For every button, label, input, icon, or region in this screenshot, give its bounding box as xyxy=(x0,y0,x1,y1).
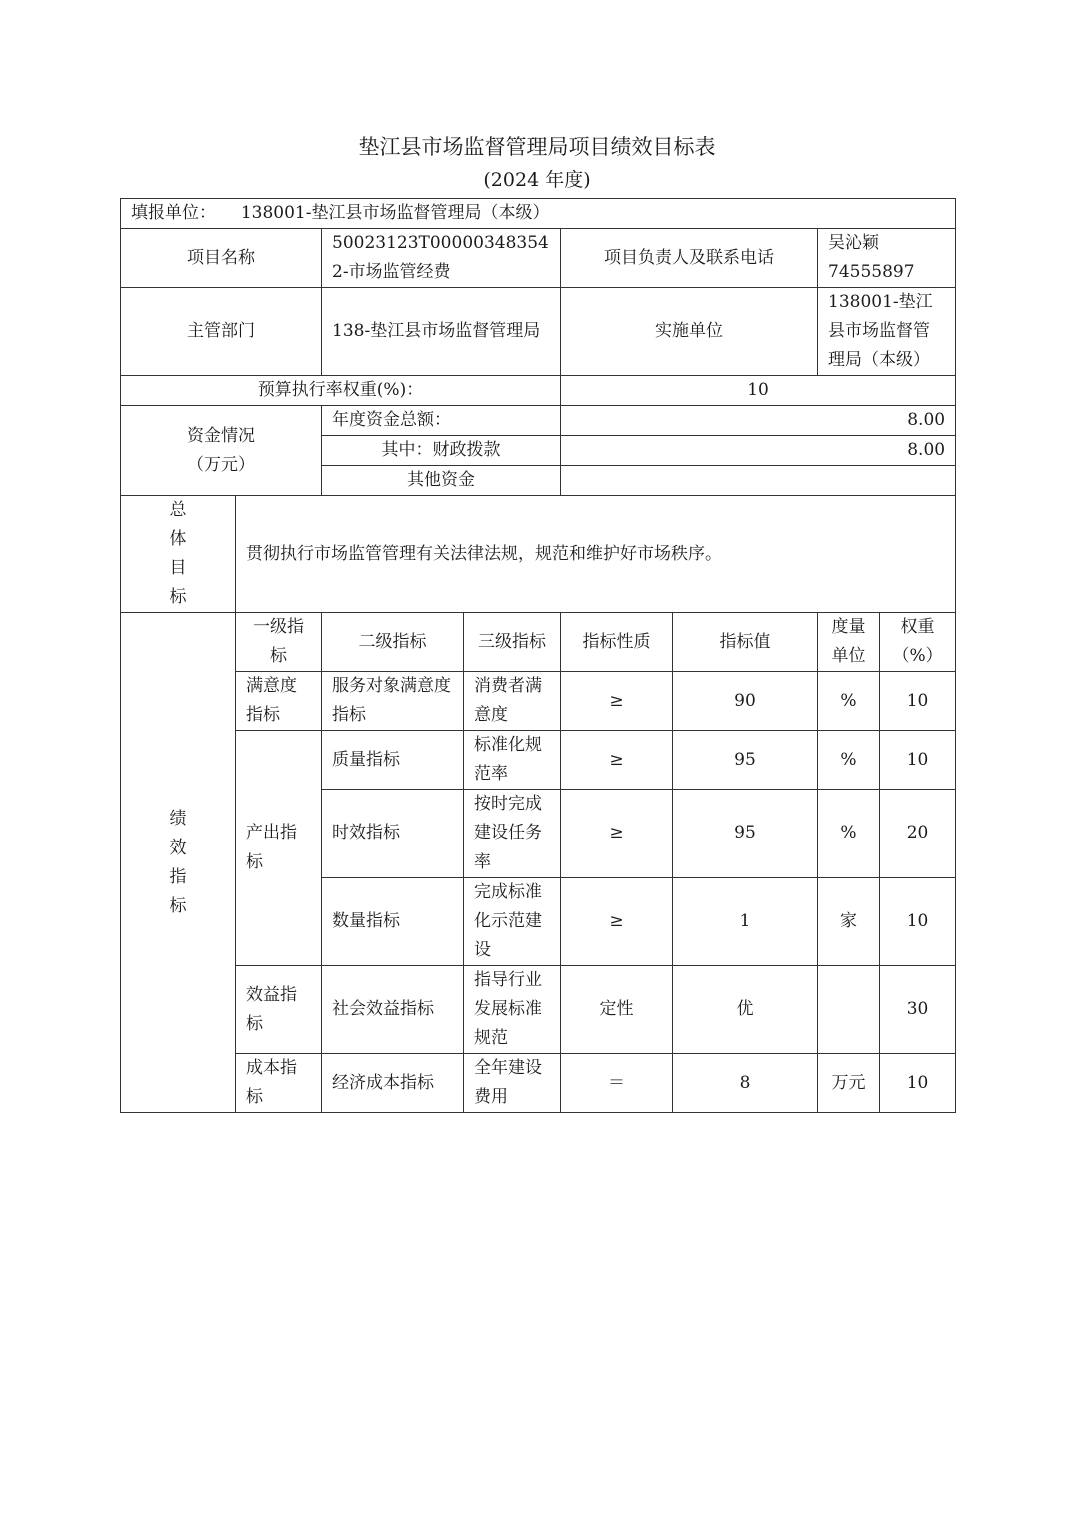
budget-label: 预算执行率权重(%)： xyxy=(121,376,561,406)
header-level1: 一级指标 xyxy=(236,613,322,672)
unit-cell: % xyxy=(818,731,880,790)
level2-cell: 经济成本指标 xyxy=(322,1054,464,1113)
impl-unit-value: 138001-垫江县市场监督管理局（本级） xyxy=(818,288,956,376)
level2-cell: 数量指标 xyxy=(322,878,464,966)
indicators-label-char: 绩 xyxy=(169,808,187,829)
unit-cell xyxy=(121,199,956,229)
header-nature: 指标性质 xyxy=(561,613,673,672)
level2-cell: 社会效益指标 xyxy=(322,966,464,1054)
nature-cell: ＝ xyxy=(561,1054,673,1113)
indicators-label xyxy=(121,613,236,1113)
nature-cell: ≥ xyxy=(561,790,673,878)
indicator-row xyxy=(121,1054,956,1113)
unit-cell: % xyxy=(818,790,880,878)
project-owner-phone: 74555897 xyxy=(828,262,915,282)
nature-cell: 定性 xyxy=(561,966,673,1054)
goal-label-char: 目 xyxy=(169,558,187,578)
document-title: 垫江县市场监督管理局项目绩效目标表 xyxy=(358,135,716,159)
funds-fiscal-label: 其中：财政拨款 xyxy=(322,436,561,466)
project-name-label: 项目名称 xyxy=(121,229,322,288)
weight-cell: 10 xyxy=(880,1054,956,1113)
funds-total-row xyxy=(121,406,956,436)
level3-cell: 标准化规范率 xyxy=(464,731,561,790)
funds-total-label: 年度资金总额： xyxy=(322,406,561,436)
level3-cell: 按时完成建设任务率 xyxy=(464,790,561,878)
indicators-label-char: 指 xyxy=(169,866,187,887)
funds-total-value: 8.00 xyxy=(561,406,956,436)
impl-unit-label: 实施单位 xyxy=(561,288,818,376)
value-cell: 1 xyxy=(673,878,818,966)
nature-cell: ≥ xyxy=(561,731,673,790)
weight-cell: 30 xyxy=(880,966,956,1054)
budget-value: 10 xyxy=(561,376,956,406)
document-subtitle: (2024 年度) xyxy=(483,169,591,191)
performance-table xyxy=(120,198,956,1113)
value-cell: 95 xyxy=(673,790,818,878)
weight-cell: 20 xyxy=(880,790,956,878)
goal-row xyxy=(121,496,956,613)
goal-label-char: 标 xyxy=(169,587,187,607)
level3-cell: 指导行业发展标准规范 xyxy=(464,966,561,1054)
level2-cell: 时效指标 xyxy=(322,790,464,878)
unit-value: 138001-垫江县市场监督管理局（本级） xyxy=(240,203,550,223)
weight-cell: 10 xyxy=(880,672,956,731)
level3-cell: 全年建设费用 xyxy=(464,1054,561,1113)
level1-cell: 满意度指标 xyxy=(236,672,322,731)
level1-cell: 效益指标 xyxy=(236,966,322,1054)
value-cell: 8 xyxy=(673,1054,818,1113)
funds-fiscal-value: 8.00 xyxy=(561,436,956,466)
level3-cell: 消费者满意度 xyxy=(464,672,561,731)
dept-label: 主管部门 xyxy=(121,288,322,376)
indicator-row xyxy=(121,731,956,790)
budget-row xyxy=(121,376,956,406)
unit-cell xyxy=(818,966,880,1054)
value-cell: 90 xyxy=(673,672,818,731)
header-unit: 度量单位 xyxy=(818,613,880,672)
unit-cell: 家 xyxy=(818,878,880,966)
indicators-label-char: 标 xyxy=(169,895,187,916)
level2-cell: 服务对象满意度指标 xyxy=(322,672,464,731)
project-owner-cell xyxy=(818,229,956,288)
level1-cell: 成本指标 xyxy=(236,1054,322,1113)
funds-label-line1: 资金情况 xyxy=(187,425,255,446)
project-row xyxy=(121,229,956,288)
unit-row xyxy=(121,199,956,229)
level3-cell: 完成标准化示范建设 xyxy=(464,878,561,966)
dept-row xyxy=(121,288,956,376)
value-cell: 优 xyxy=(673,966,818,1054)
value-cell: 95 xyxy=(673,731,818,790)
indicator-row xyxy=(121,672,956,731)
nature-cell: ≥ xyxy=(561,878,673,966)
unit-cell: 万元 xyxy=(818,1054,880,1113)
project-name-value: 50023123T000003483542-市场监管经费 xyxy=(322,229,561,288)
goal-label-char: 总 xyxy=(169,500,187,520)
dept-value: 138-垫江县市场监督管理局 xyxy=(322,288,561,376)
project-owner-name: 吴沁颖 xyxy=(828,233,879,253)
unit-cell: % xyxy=(818,672,880,731)
indicator-row xyxy=(121,966,956,1054)
funds-label-line2: （万元） xyxy=(187,454,255,475)
header-weight: 权重（%） xyxy=(880,613,956,672)
goal-text: 贯彻执行市场监管管理有关法律法规，规范和维护好市场秩序。 xyxy=(236,496,956,613)
weight-cell: 10 xyxy=(880,878,956,966)
goal-label xyxy=(121,496,236,613)
indicators-label-char: 效 xyxy=(169,837,187,858)
header-level3: 三级指标 xyxy=(464,613,561,672)
weight-cell: 10 xyxy=(880,731,956,790)
indicator-header-row xyxy=(121,613,956,672)
funds-other-value xyxy=(561,466,956,496)
funds-label xyxy=(121,406,322,496)
project-owner-label: 项目负责人及联系电话 xyxy=(561,229,818,288)
goal-label-char: 体 xyxy=(169,529,187,549)
level1-cell: 产出指标 xyxy=(236,731,322,966)
unit-label: 填报单位： xyxy=(131,203,216,223)
funds-other-label: 其他资金 xyxy=(322,466,561,496)
level2-cell: 质量指标 xyxy=(322,731,464,790)
header-level2: 二级指标 xyxy=(322,613,464,672)
header-value: 指标值 xyxy=(673,613,818,672)
nature-cell: ≥ xyxy=(561,672,673,731)
